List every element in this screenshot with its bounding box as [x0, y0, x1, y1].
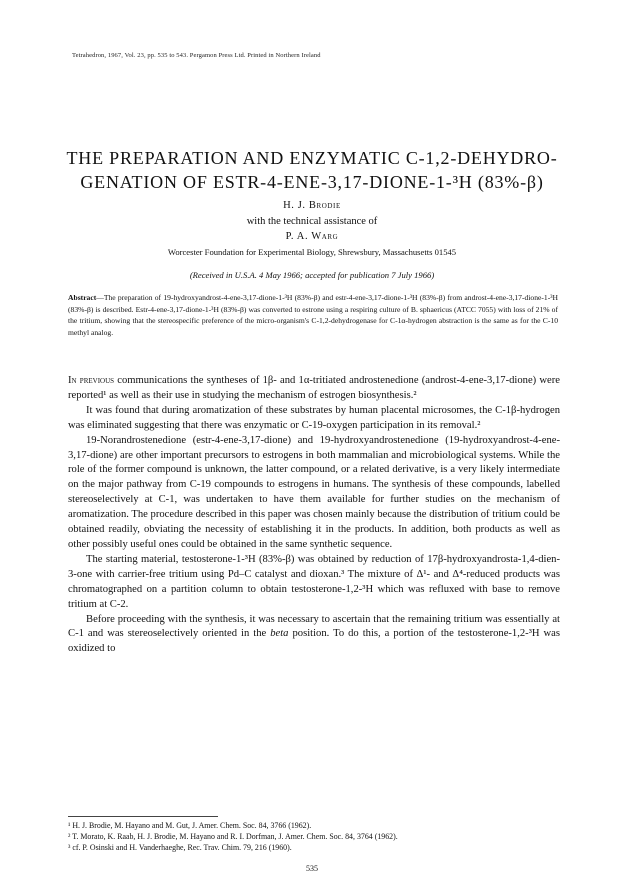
footnote-1: ¹ H. J. Brodie, M. Hayano and M. Gut, J. Amer. Chem. Soc. 84, 3766 (1962). — [68, 821, 312, 830]
received-dates: (Received in U.S.A. 4 May 1966; accepted for publication 7 July 1966) — [189, 270, 435, 280]
paragraph-3: 19-Norandrostenedione (estr-4-ene-3,17-dione) and 19-hydroxyandrostenedione (19-hydroxyandrost-4-ene-3,17-dione) are other important precursors to estrogens in both mammalian and microbiological systems. While the role of the former compound is unknown, the latter compound, or a related derivative, is a very likely intermediate on the major pathway from C-19 compounds to estrogens in humans. The synthesis of these compounds, labelled stereoselectively at C-1, was undertaken to have them available for further studies on the mechanism of aromatization. The procedure described in this paper was chosen mainly because the distribution of tritium could be obtained readily, obviating the necessity of establishing it in the products. In addition, both products as well as other possibly useful ones could be obtained in the same synthetic sequence. — [68, 434, 560, 550]
page-number: 535 — [306, 864, 318, 873]
footnote-3: ³ cf. P. Osinski and H. Vanderhaeghe, Rec. Trav. Chim. 79, 216 (1960). — [68, 843, 292, 852]
paragraph-2: It was found that during aromatization of these substrates by human placental microsomes, the C-1β-hydrogen was eliminated suggesting that there was enzymatic or C-19-oxygen participation in its removal.² — [68, 404, 560, 431]
paragraph-1-text: communications the syntheses of 1β- and 1α-tritiated androstenedione (androst-4-ene-3,17-dione) were reported¹ as well as their use in studying the mechanism of estrogen biosynthesis.² — [68, 375, 560, 401]
paragraph-5-text-b: position. To do this, a portion of the testosterone-1,2-³H was oxidized to — [68, 628, 560, 655]
paragraph-5-emphasis: beta — [270, 628, 289, 640]
footnotes — [68, 820, 560, 853]
assistance-note: with the technical assistance of — [246, 216, 378, 227]
abstract-text: —The preparation of 19-hydroxyandrost-4-ene-3,17-dione-1-³H (83%-β) and estr-4-ene-3,17-dione-1-³H (83%-β) from androst-4-ene-3,17-dione-1-³H (83%-β) is described. Estr-4-ene-3,17-dione-1-³H (83%-β) was converted to estrone using a respiring culture of B. sphaericus (ATCC 7055) with loss of 21% of the tritium, showing that the stereospecific preference of the micro-organism's C-1,2-dehydrogenase for C-1α-hydrogen abstraction is the same as for the C-10 methyl analog. — [68, 293, 558, 337]
footnote-2: ² T. Morato, K. Raab, H. J. Brodie, M. Hayano and R. I. Dorfman, J. Amer. Chem. Soc. 84, 3764 (1962). — [68, 832, 398, 841]
author-name: H. J. Brodie — [283, 200, 341, 211]
paragraph-5 — [68, 613, 560, 658]
paper-title-line-1: THE PREPARATION AND ENZYMATIC C-1,2-DEHYDRO- — [66, 148, 558, 168]
paragraph-1 — [68, 374, 560, 404]
assistant-name: P. A. Warg — [285, 231, 339, 242]
paragraph-4: The starting material, testosterone-1-³H (83%-β) was obtained by reduction of 17β-hydroxyandrosta-1,4-dien-3-one with carrier-free tritium using Pd–C catalyst and dioxan.³ The mixture of Δ¹- and Δ⁴-reduced products was chromatographed on a partition column to obtain testosterone-1,2-³H which was refluxed with base to remove tritium at C-2. — [68, 553, 560, 610]
paragraph-5-text-a: Before proceeding with the synthesis, it was necessary to ascertain that the remaining tritium was essentially at C-1 and was stereoselectively oriented in the — [68, 613, 560, 640]
affiliation: Worcester Foundation for Experimental Biology, Shrewsbury, Massachusetts 01545 — [167, 247, 457, 257]
body-text — [68, 374, 560, 657]
abstract — [68, 292, 558, 338]
paragraph-1-lead: In previous — [68, 375, 115, 386]
footnote-rule — [68, 816, 218, 817]
abstract-label: Abstract — [68, 293, 97, 302]
paper-title-line-2: GENATION OF ESTR-4-ENE-3,17-DIONE-1-³H (83%-β) — [80, 172, 544, 192]
journal-citation: Tetrahedron, 1967, Vol. 23, pp. 535 to 543. Pergamon Press Ltd. Printed in Northern Ireland — [72, 52, 321, 59]
